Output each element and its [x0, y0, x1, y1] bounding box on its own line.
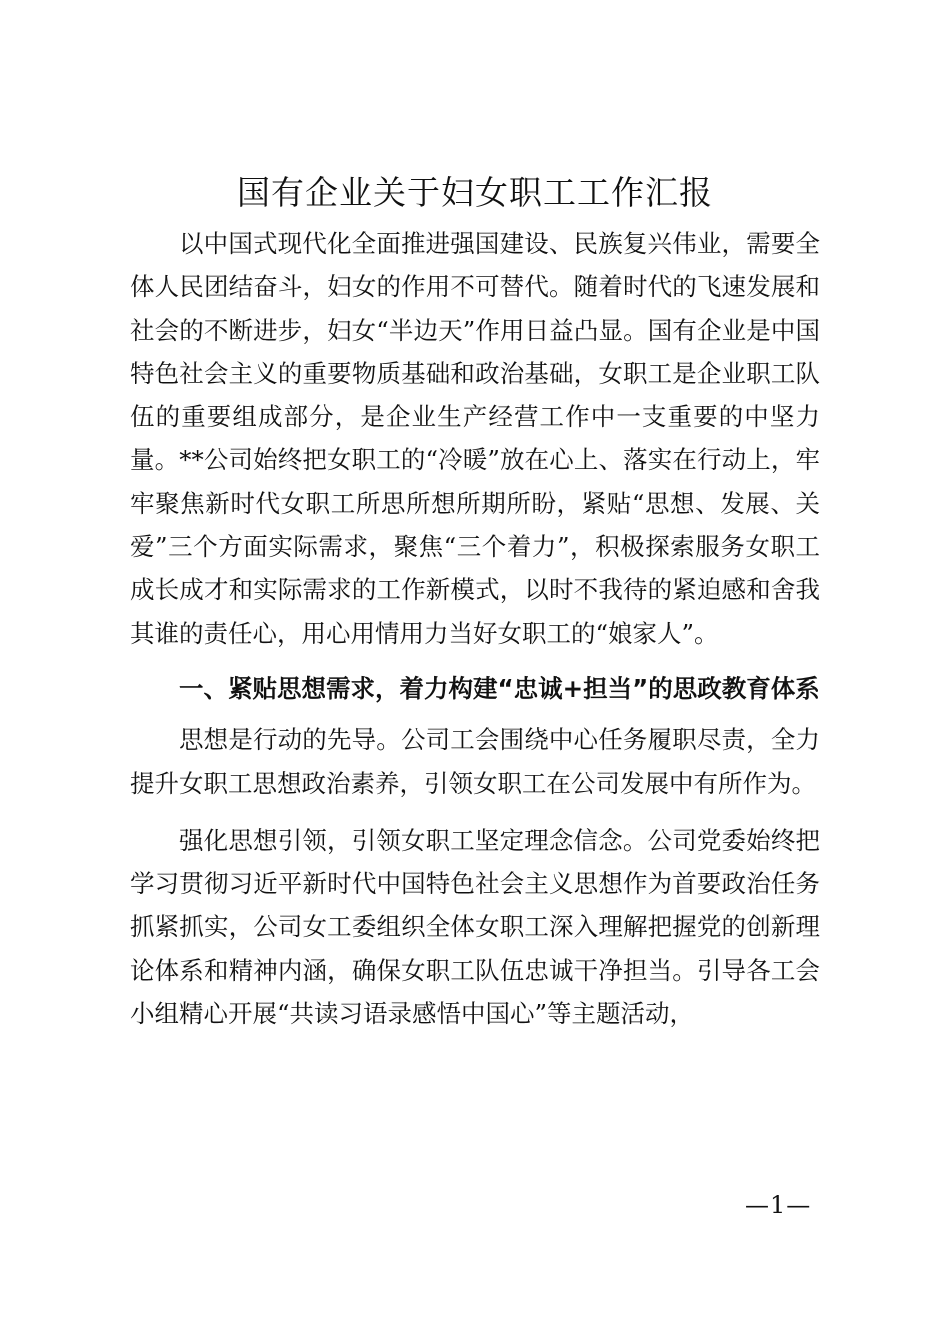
document-body — [130, 222, 820, 1035]
page-number: —1— — [745, 1191, 812, 1219]
section-paragraph: 思想是行动的先导。公司工会围绕中心任务履职尽责，全力提升女职工思想政治素养，引领女职工在公司发展中有所作为。 — [130, 725, 820, 798]
section-heading: 一、紧贴思想需求，着力构建“忠诚+担当”的思政教育体系 — [179, 673, 820, 703]
section-paragraph: 强化思想引领，引领女职工坚定理念信念。公司党委始终把学习贯彻习近平新时代中国特色社会主义思想作为首要政治任务抓紧抓实，公司女工委组织全体女职工深入理解把握党的创新理论体系和精神内涵，确保女职工队伍忠诚干净担当。引导各工会小组精心开展“共读习语录感悟中国心”等主题活动， — [130, 825, 820, 1029]
document-title: 国有企业关于妇女职工工作汇报 — [237, 173, 713, 212]
intro-paragraph: 以中国式现代化全面推进强国建设、民族复兴伟业，需要全体人民团结奋斗，妇女的作用不可替代。随着时代的飞速发展和社会的不断进步，妇女“半边天”作用日益凸显。国有企业是中国特色社会主义的重要物质基础和政治基础，女职工是企业职工队伍的重要组成部分，是企业生产经营工作中一支重要的中坚力量。**公司始终把女职工的“冷暖”放在心上、落实在行动上，牢牢聚焦新时代女职工所思所想所期所盼，紧贴“思想、发展、关爱”三个方面实际需求，聚焦“三个着力”，积极探索服务女职工成长成才和实际需求的工作新模式，以时不我待的紧迫感和舍我其谁的责任心，用心用情用力当好女职工的“娘家人”。 — [130, 229, 820, 648]
